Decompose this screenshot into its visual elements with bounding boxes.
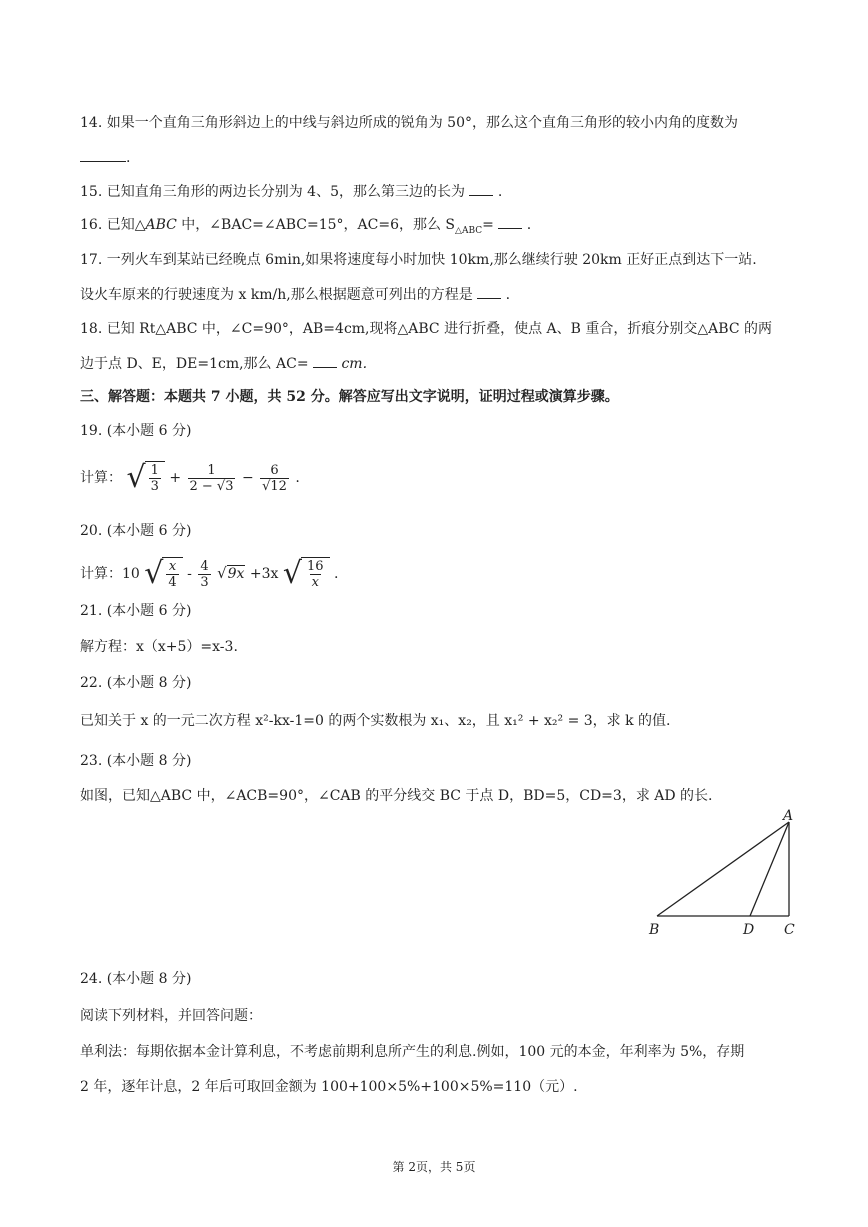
fraction — [188, 463, 236, 494]
fraction — [149, 463, 161, 494]
section-3-text: 三、解答题：本题共 7 小题，共 52 分。解答应写出文字说明，证明过程或演算步骤。 — [80, 389, 619, 405]
numerator: 1 — [207, 462, 216, 478]
label-c: C — [784, 922, 795, 938]
question-24-line-1 — [80, 1042, 744, 1062]
q22-head-text: 22. (本小题 8 分) — [80, 675, 192, 691]
page-footer — [0, 1158, 868, 1175]
numerator: x — [168, 559, 177, 574]
question-21-body — [80, 637, 238, 657]
q19-head-text: 19. (本小题 6 分) — [80, 423, 192, 439]
question-20-formula — [80, 553, 338, 594]
label-a: A — [783, 808, 794, 824]
question-19-formula — [80, 458, 300, 498]
label-d: D — [743, 922, 755, 938]
question-18-line-2 — [80, 353, 367, 374]
sqrt-radical: √ $\frac{x}{4}$ — [144, 557, 182, 591]
period: . — [334, 566, 339, 582]
q17-tail: . — [505, 287, 511, 303]
q22-text: 已知关于 x 的一元二次方程 x²-kx-1=0 的两个实数根为 x₁、x₂，且 x₁² + x₂² = 3，求 k 的值. — [80, 713, 671, 729]
sqrt-radical: √9x — [217, 564, 245, 582]
fraction — [166, 559, 178, 590]
fraction — [260, 463, 289, 494]
q20-term: +3x — [249, 566, 279, 582]
q16-eq: = — [482, 217, 494, 233]
question-23-head — [80, 751, 191, 771]
sqrt-radical: √ $\frac{16}{x}$ — [283, 557, 330, 591]
q24-head-text: 24. (本小题 8 分) — [80, 971, 192, 987]
question-21-head — [80, 601, 191, 621]
question-24-intro — [80, 1006, 262, 1026]
q16-mid: 中，∠BAC=∠ABC=15°，AC=6，那么 S — [176, 217, 456, 233]
q18-text-1: 18. 已知 Rt△ABC 中，∠C=90°，AB=4cm,现将△ABC 进行折叠，使点 A、B 重合，折痕分别交△ABC 的两 — [80, 321, 772, 337]
question-19-head — [80, 421, 191, 441]
sqrt-radical: √ $\frac{1}{3}$ — [126, 461, 164, 495]
numerator: 6 — [270, 462, 279, 478]
question-20-head — [80, 521, 191, 541]
answer-blank — [469, 181, 493, 196]
question-22-head — [80, 673, 191, 693]
minus-sign: - — [187, 566, 192, 582]
answer-blank — [313, 353, 337, 368]
q14-text: 14. 如果一个直角三角形斜边上的中线与斜边所成的锐角为 50°，那么这个直角三角形的较小内角的度数为 — [80, 115, 738, 131]
q21-text: 解方程：x（x+5）=x-3. — [80, 639, 238, 655]
numerator: 4 — [200, 558, 209, 574]
q17-text-1: 17. 一列火车到某站已经晚点 6min,如果将速度每小时加快 10km,那么继续行驶 20km 正好正点到达下一站. — [80, 252, 757, 268]
denominator: x — [311, 575, 319, 590]
question-17-line-1 — [80, 250, 757, 270]
fraction — [305, 559, 326, 590]
q21-head-text: 21. (本小题 6 分) — [80, 603, 192, 619]
question-23-body — [80, 786, 713, 806]
q20-prefix: 计算：10 — [80, 566, 140, 582]
question-14-answer-line — [80, 147, 130, 168]
minus-sign: − — [241, 470, 254, 486]
period: . — [295, 470, 300, 486]
triangle-figure — [645, 808, 815, 938]
question-18-line-1 — [80, 319, 772, 339]
q20-head-text: 20. (本小题 6 分) — [80, 523, 192, 539]
q15-text: 15. 已知直角三角形的两边长分别为 4、5，那么第三边的长为 — [80, 184, 465, 200]
q16-triangle: △ABC — [134, 217, 177, 233]
label-b: B — [649, 922, 660, 938]
fraction — [198, 559, 210, 590]
q17-text-2: 设火车原来的行驶速度为 x km/h,那么根据题意可列出的方程是 — [80, 287, 473, 303]
q14-tail: . — [126, 150, 131, 166]
q24-text-1: 单利法：每期依据本金计算利息，不考虑前期利息所产生的利息.例如，100 元的本金，年利率为 5%，存期 — [80, 1044, 745, 1060]
answer-blank — [498, 214, 522, 229]
denominator: √12 — [262, 478, 287, 494]
question-24-line-2 — [80, 1077, 578, 1097]
q23-text: 如图，已知△ABC 中，∠ACB=90°，∠CAB 的平分线交 BC 于点 D，BD=5，CD=3，求 AD 的长. — [80, 788, 713, 804]
q16-pre: 16. 已知 — [80, 217, 135, 233]
page-number: 第 2页，共 5页 — [392, 1160, 476, 1174]
question-17-line-2 — [80, 284, 510, 305]
question-14 — [80, 113, 738, 133]
q16-tail: . — [526, 217, 532, 233]
q24-intro-text: 阅读下列材料，并回答问题： — [80, 1008, 262, 1024]
q18-unit: cm. — [341, 356, 368, 372]
answer-blank — [477, 284, 501, 299]
numerator: 16 — [307, 559, 324, 574]
denominator: 3 — [150, 479, 159, 494]
denominator: 2 − √3 — [189, 478, 234, 494]
q24-text-2: 2 年，逐年计息，2 年后可取回金额为 100+100×5%+100×5%=110（元）. — [80, 1079, 578, 1095]
question-22-body — [80, 711, 671, 731]
question-15 — [80, 181, 502, 202]
q16-subscript: △ABC — [455, 225, 483, 236]
numerator: 1 — [150, 463, 159, 478]
q15-tail: . — [497, 184, 503, 200]
answer-blank — [80, 147, 126, 162]
q23-head-text: 23. (本小题 8 分) — [80, 753, 192, 769]
question-24-head — [80, 969, 191, 989]
denominator: 4 — [168, 575, 177, 590]
question-16 — [80, 214, 531, 241]
section-3-heading — [80, 387, 619, 407]
q19-prefix: 计算： — [80, 470, 122, 486]
radicand: 9x — [227, 566, 245, 582]
q18-text-2: 边于点 D、E，DE=1cm,那么 AC= — [80, 356, 309, 372]
denominator: 3 — [200, 574, 209, 590]
plus-sign: + — [169, 470, 182, 486]
